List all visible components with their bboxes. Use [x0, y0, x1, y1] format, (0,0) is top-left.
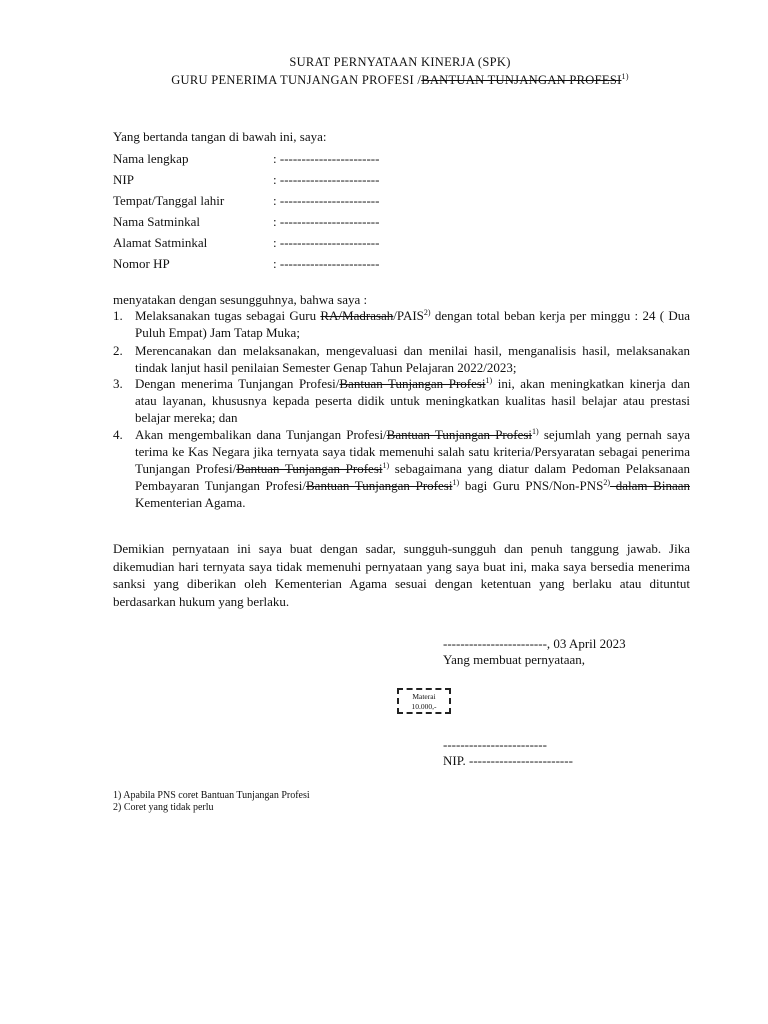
subtitle-text: GURU PENERIMA TUNJANGAN PROFESI / — [171, 73, 422, 87]
footnote-1: 1) Apabila PNS coret Bantuan Tunjangan Profesi — [113, 790, 310, 801]
doc-subtitle — [0, 73, 768, 88]
field-nama-lengkap — [113, 151, 379, 167]
footnote-2: 2) Coret yang tidak perlu — [113, 802, 214, 813]
field-tempat-tanggal-lahir — [113, 193, 379, 209]
stamp-line-2: 10.000,- — [411, 702, 437, 711]
field-label: NIP — [113, 172, 134, 187]
list-text: Merencanakan dan melaksanakan, mengevaluasi dan menilai hasil, menganalisis hasil, melaksanakan tindak lanjut hasil penilaian Semester Genap Tahun Pelajaran 2022/2023; — [135, 343, 690, 375]
field-label: Nama lengkap — [113, 151, 189, 166]
field-nama-satminkal — [113, 214, 379, 230]
closing-paragraph: Demikian pernyataan ini saya buat dengan sadar, sungguh-sungguh dan penuh tanggung jawab. Jika dikemudian hari ternyata saya tidak memenuhi pernyataan yang saya buat ini, maka saya bersedia menerima sanksi yang diberikan oleh Kementerian Agama sesuai dengan ketentuan yang berlaku atau dituntut berdasarkan hukum yang berlaku. — [113, 541, 690, 609]
field-value: : ----------------------- — [273, 193, 380, 208]
list-item-3 — [113, 375, 690, 426]
subtitle-strike: BANTUAN TUNJANGAN PROFESI — [421, 73, 622, 87]
field-nip — [113, 172, 379, 188]
signature-maker: Yang membuat pernyataan, — [443, 652, 586, 667]
list-number: 2. — [113, 343, 123, 358]
field-value: : ----------------------- — [273, 214, 380, 229]
list-number: 4. — [113, 427, 123, 442]
field-value: : ----------------------- — [273, 256, 380, 271]
field-label: Nama Satminkal — [113, 214, 201, 229]
subtitle-sup: 1) — [621, 72, 629, 81]
field-value: : ----------------------- — [273, 172, 380, 187]
list-item-4 — [113, 426, 690, 511]
list-number: 1. — [113, 308, 123, 323]
list-number: 3. — [113, 376, 123, 391]
doc-title: SURAT PERNYATAAN KINERJA (SPK) — [289, 55, 511, 69]
stamp-line-1: Materai — [412, 692, 436, 701]
signature-nip-line: NIP. ------------------------ — [443, 753, 573, 768]
field-value: : ----------------------- — [273, 151, 380, 166]
list-item-1 — [113, 307, 690, 341]
field-label: Nomor HP — [113, 256, 170, 271]
field-value: : ----------------------- — [273, 235, 380, 250]
field-label: Alamat Satminkal — [113, 235, 208, 250]
materai-stamp — [397, 688, 451, 714]
statement-text: menyatakan dengan sesungguhnya, bahwa saya : — [113, 292, 368, 307]
list-text: Akan mengembalikan dana Tunjangan Profesi/Bantuan Tunjangan Profesi$^{1)}$ sejumlah yang pernah saya terima ke Kas Negara jika ternyata saya tidak memenuhi salah satu kriteria/Persyaratan sebagai penerima Tunjangan Profesi/Bantuan Tunjangan Profesi$^{1)}$ sebagaimana yang diatur dalam Pedoman Pelaksanaan Pembayaran Tunjangan Profesi/Bantuan Tunjangan Profesi$^{1)}$ bagi Guru PNS/Non-PNS$^{2)}$ dalam Binaan Kementerian Agama. — [135, 427, 691, 510]
field-alamat-satminkal — [113, 235, 379, 251]
field-nomor-hp — [113, 256, 379, 272]
list-item-2 — [113, 342, 690, 376]
signature-name-line: ------------------------ — [443, 737, 547, 752]
list-text: Dengan menerima Tunjangan Profesi/Bantuan Tunjangan Profesi$^{1)}$ ini, akan meningkatkan kinerja dan atau layanan, khususnya kepada peserta didik untuk meningkatkan kualitas hasil belajar atau prestasi belajar mereka; dan — [135, 376, 690, 425]
signature-date: ------------------------, 03 April 2023 — [443, 636, 626, 651]
list-text: Melaksanakan tugas sebagai Guru RA/Madrasah/PAIS$^{2)}$ dengan total beban kerja per minggu : 24 ( Dua Puluh Empat) Jam Tatap Muka; — [135, 308, 690, 340]
field-label: Tempat/Tanggal lahir — [113, 193, 225, 208]
intro-text: Yang bertanda tangan di bawah ini, saya: — [113, 129, 327, 144]
